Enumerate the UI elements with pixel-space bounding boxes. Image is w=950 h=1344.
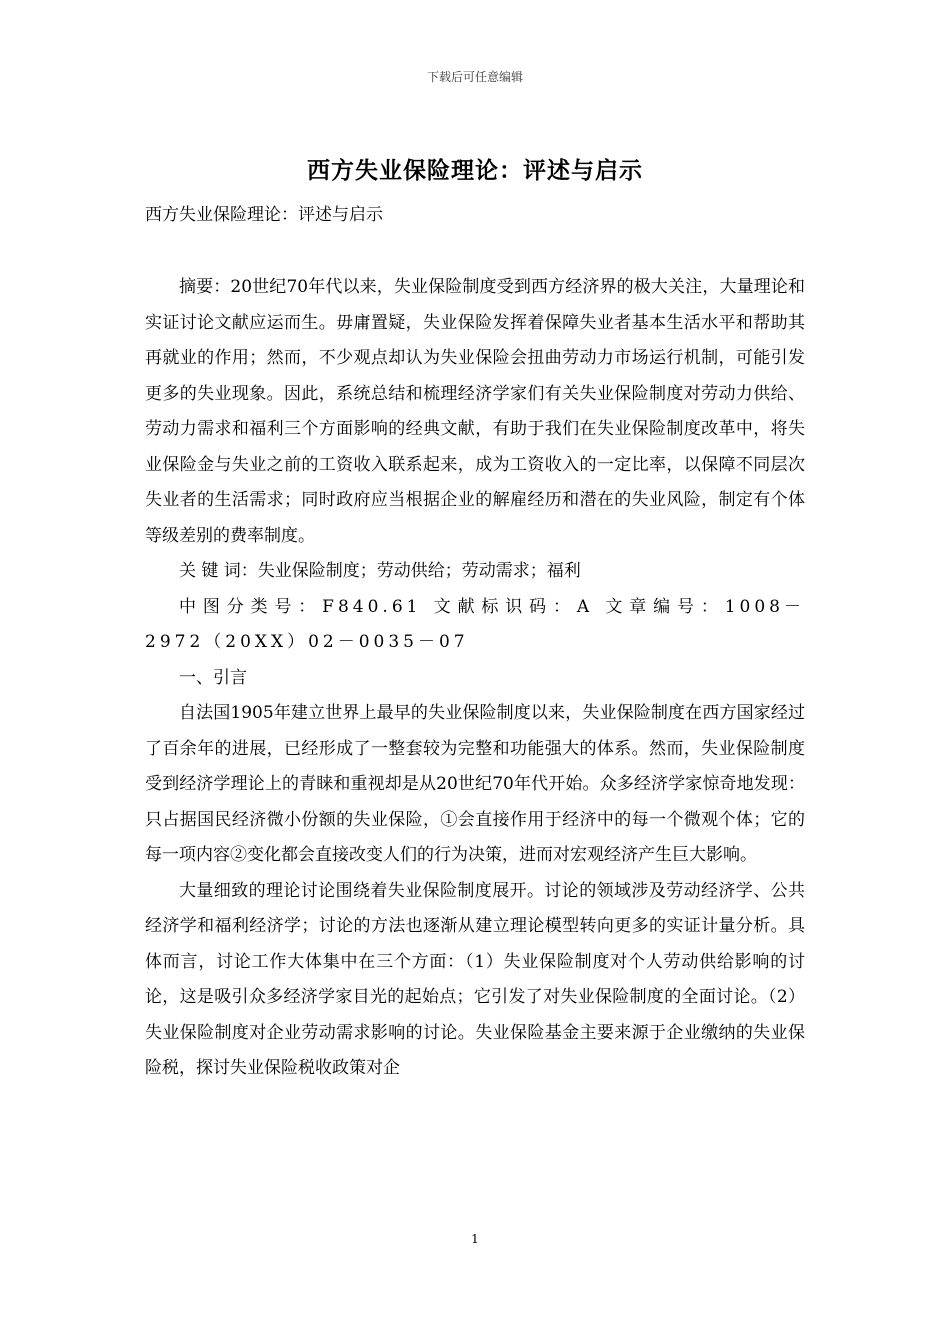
document-title: 西方失业保险理论：评述与启示 <box>307 157 643 184</box>
abstract-paragraph: 摘要：20世纪70年代以来，失业保险制度受到西方经济界的极大关注，大量理论和实证讨论文献应运而生。毋庸置疑，失业保险发挥着保障失业者基本生活水平和帮助其再就业的作用；然而，不少观点却认为失业保险会扭曲劳动力市场运行机制，可能引发更多的失业现象。因此，系统总结和梳理经济学家们有关失业保险制度对劳动力供给、劳动力需求和福利三个方面影响的经典文献，有助于我们在失业保险制度改革中，将失业保险金与失业之前的工资收入联系起来，成为工资收入的一定比率，以保障不同层次失业者的生活需求；同时政府应当根据企业的解雇经历和潜在的失业风险，制定有个体等级差别的费率制度。 <box>145 277 805 546</box>
document-subtitle: 西方失业保险理论：评述与启示 <box>145 205 383 225</box>
body-paragraph: 自法国1905年建立世界上最早的失业保险制度以来，失业保险制度在西方国家经过了百余年的进展，已经形成了一整套较为完整和功能强大的体系。然而，失业保险制度受到经济学理论上的青睐和重视却是从20世纪70年代开始。众多经济学家惊奇地发现：只占据国民经济微小份额的失业保险，①会直接作用于经济中的每一个微观个体；它的每一项内容②变化都会直接改变人们的行为决策，进而对宏观经济产生巨大影响。 <box>145 703 805 865</box>
classification-line: 中图分类号：F840.61 文献标识码：A 文章编号：1008－2972（20XX）02－0035－07 <box>145 596 805 652</box>
page-number: 1 <box>471 1232 479 1246</box>
header-note: 下载后可任意编辑 <box>426 70 523 84</box>
body-paragraph: 大量细致的理论讨论围绕着失业保险制度展开。讨论的领域涉及劳动经济学、公共经济学和福利经济学；讨论的方法也逐渐从建立理论模型转向更多的实证计量分析。具体而言，讨论工作大体集中在三个方面：（1）失业保险制度对个人劳动供给影响的讨论，这是吸引众多经济学家目光的起始点；它引发了对失业保险制度的全面讨论。（2）失业保险制度对企业劳动需求影响的讨论。失业保险基金主要来源于企业缴纳的失业保险税，探讨失业保险税收政策对企 <box>145 880 805 1078</box>
document-body <box>145 270 805 1087</box>
section-heading: 一、引言 <box>179 667 247 688</box>
keywords-line: 关 键 词：失业保险制度；劳动供给；劳动需求；福利 <box>179 561 581 581</box>
